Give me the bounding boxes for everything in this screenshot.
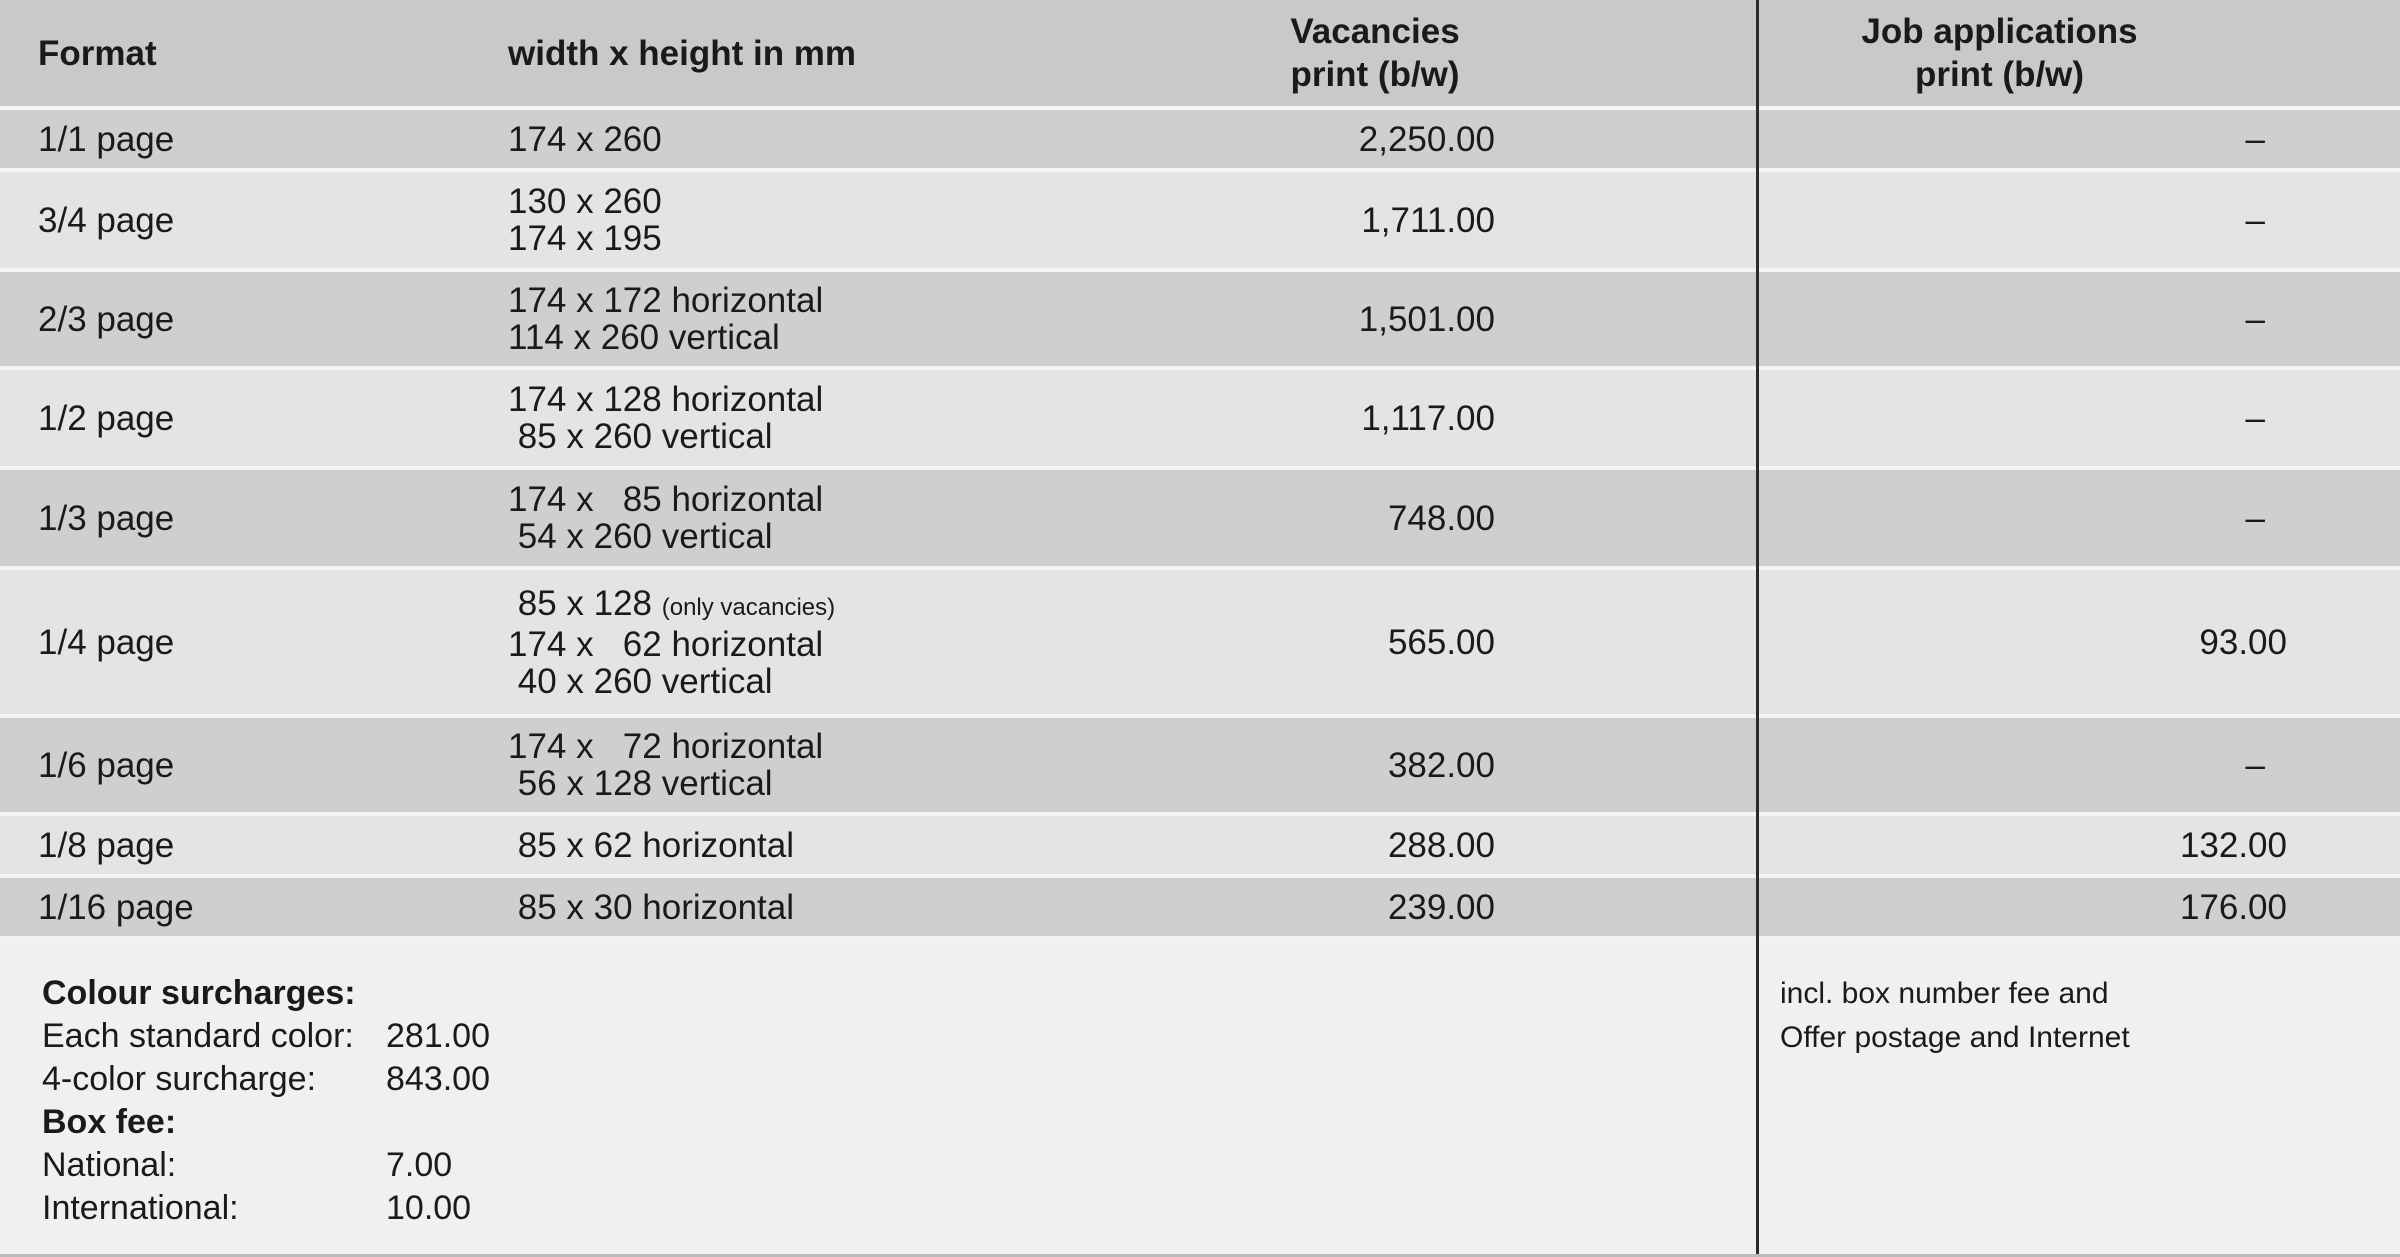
column-divider	[1756, 0, 1759, 1257]
size-line: 174 x 85 horizontal	[508, 480, 824, 519]
size-note: (only vacancies)	[661, 593, 836, 621]
national-label: National:	[42, 1146, 177, 1184]
row-jobs-value: –	[2245, 745, 2265, 785]
row-jobs-price	[1757, 370, 2397, 466]
row-jobs-value: –	[2245, 299, 2265, 339]
row-jobs-price	[1757, 110, 2397, 168]
row-jobs-value: –	[2245, 200, 2265, 240]
table-row	[0, 370, 2400, 466]
table-row	[0, 816, 2400, 874]
national-value: 7.00	[386, 1146, 453, 1184]
row-size	[508, 816, 1228, 874]
size-line: 174 x 62 horizontal	[508, 624, 824, 664]
colour-surcharges-title: Colour surcharges:	[42, 974, 356, 1012]
row-jobs-value: 93.00	[2199, 622, 2287, 662]
size-line: 54 x 260 vertical	[508, 517, 773, 556]
row-size	[508, 470, 1228, 566]
four-color-row	[42, 1058, 490, 1101]
size-line: 114 x 260 vertical	[508, 318, 780, 357]
size-line: 174 x 128 horizontal	[508, 380, 824, 419]
row-vacancies-price: 2,250.00	[1358, 119, 1495, 159]
standard-color-row	[42, 1015, 490, 1058]
box-fee-title: Box fee:	[42, 1103, 177, 1141]
jobs-note-line1: incl. box number fee and	[1780, 977, 2109, 1010]
row-vacancies-price: 382.00	[1387, 745, 1495, 785]
row-size	[508, 878, 1228, 936]
international-value: 10.00	[386, 1189, 472, 1227]
standard-color-value: 281.00	[386, 1017, 490, 1055]
row-jobs-price	[1757, 172, 2397, 268]
row-format: 1/2 page	[38, 398, 175, 438]
row-format: 2/3 page	[38, 299, 175, 339]
row-size	[508, 110, 1228, 168]
row-format: 1/3 page	[38, 498, 175, 538]
row-vacancies-price: 1,711.00	[1361, 200, 1495, 240]
international-row	[42, 1187, 490, 1230]
header-size	[508, 0, 1228, 106]
four-color-value: 843.00	[386, 1060, 490, 1098]
table-row	[0, 110, 2400, 168]
row-vacancies-price: 239.00	[1387, 887, 1495, 927]
row-format: 1/1 page	[38, 119, 175, 159]
table-row	[0, 172, 2400, 268]
row-format: 3/4 page	[38, 200, 175, 240]
row-format: 1/6 page	[38, 745, 175, 785]
size-line: 85 x 62 horizontal	[508, 825, 795, 865]
row-jobs-value: –	[2245, 398, 2265, 438]
header-vacancies-line1: Vacancies	[1290, 12, 1460, 51]
national-row	[42, 1144, 490, 1187]
header-format-label: Format	[38, 33, 157, 73]
row-jobs-value: –	[2245, 498, 2265, 538]
row-format: 1/8 page	[38, 825, 175, 865]
row-size	[508, 370, 1228, 466]
size-line: 174 x 72 horizontal	[508, 727, 824, 766]
table-row	[0, 718, 2400, 812]
row-format: 1/4 page	[38, 622, 175, 662]
row-jobs-value: 176.00	[2179, 887, 2287, 927]
header-vacancies	[1240, 0, 1620, 106]
row-jobs-price	[1757, 570, 2397, 714]
size-line: 85 x 260 vertical	[508, 417, 773, 456]
row-vacancies-price: 288.00	[1387, 825, 1495, 865]
table-row	[0, 272, 2400, 366]
size-line	[508, 585, 835, 626]
header-format	[38, 0, 478, 106]
row-format: 1/16 page	[38, 887, 194, 927]
row-jobs-price	[1757, 470, 2397, 566]
table-row	[0, 878, 2400, 936]
size-line: 174 x 195	[508, 219, 662, 258]
table-row	[0, 570, 2400, 714]
four-color-label: 4-color surcharge:	[42, 1060, 317, 1098]
standard-color-label: Each standard color:	[42, 1017, 354, 1055]
size-line-text: 85 x 128	[508, 583, 652, 623]
table-row	[0, 470, 2400, 566]
row-size	[508, 172, 1228, 268]
size-line: 40 x 260 vertical	[508, 661, 773, 701]
header-size-label: width x height in mm	[508, 33, 857, 73]
header-jobs-line1: Job applications	[1861, 12, 2138, 51]
row-vacancies-price: 1,501.00	[1358, 299, 1495, 339]
row-jobs-value: –	[2245, 119, 2265, 159]
jobs-note	[1780, 972, 2130, 1060]
table-header	[0, 0, 2400, 106]
row-vacancies-price: 565.00	[1387, 622, 1495, 662]
row-jobs-price	[1757, 816, 2397, 874]
row-size	[508, 272, 1228, 366]
row-jobs-price	[1757, 718, 2397, 812]
size-line: 85 x 30 horizontal	[508, 887, 795, 927]
size-line: 130 x 260	[508, 182, 662, 221]
header-jobs-line2: print (b/w)	[1914, 55, 2085, 94]
row-vacancies-price: 748.00	[1387, 498, 1495, 538]
row-vacancies-price: 1,117.00	[1361, 398, 1495, 438]
surcharges-block	[42, 972, 490, 1230]
header-vacancies-line2: print (b/w)	[1290, 55, 1460, 94]
size-line: 174 x 260	[508, 119, 662, 159]
row-jobs-price	[1757, 878, 2397, 936]
size-line: 174 x 172 horizontal	[508, 281, 824, 320]
jobs-note-line2: Offer postage and Internet	[1780, 1021, 2130, 1054]
row-jobs-price	[1757, 272, 2397, 366]
header-jobs	[1759, 0, 2400, 106]
row-jobs-value: 132.00	[2179, 825, 2287, 865]
size-line: 56 x 128 vertical	[508, 764, 773, 803]
row-size	[508, 570, 1228, 714]
row-size	[508, 718, 1228, 812]
international-label: International:	[42, 1189, 239, 1227]
